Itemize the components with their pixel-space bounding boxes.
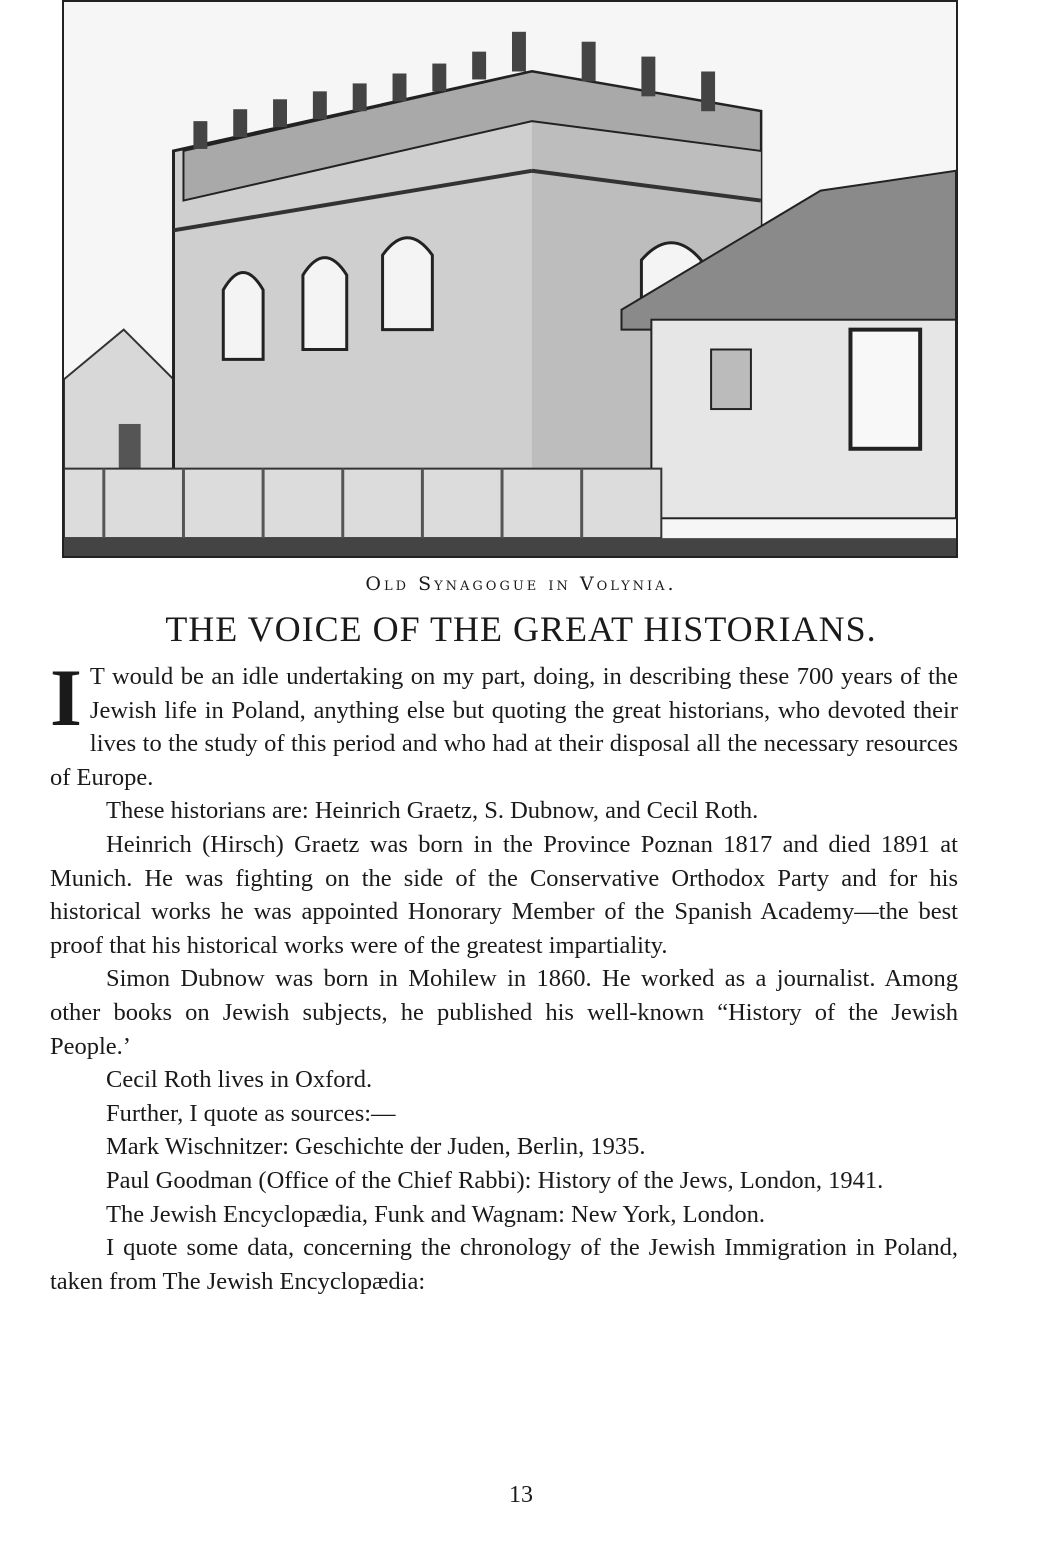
paragraph-sources-intro: Further, I quote as sources:—	[106, 1099, 396, 1127]
source-wischnitzer: Mark Wischnitzer: Geschichte der Juden, Berlin, 1935.	[106, 1133, 646, 1161]
paragraph-roth: Cecil Roth lives in Oxford.	[106, 1066, 373, 1094]
page-number: 13	[509, 1482, 533, 1508]
paragraph-dubnow: Simon Dubnow was born in Mohilew in 1860. He worked as a journalist. Among other books on Jewish subjects, he published his well-known “History of the Jewish People.’	[50, 965, 958, 1060]
source-encyclopaedia: The Jewish Encyclopædia, Funk and Wagnam: New York, London.	[106, 1200, 765, 1228]
paragraph-graetz: Heinrich (Hirsch) Graetz was born in the Province Poznan 1817 and died 1891 at Munich. He was fighting on the side of the Conservative Orthodox Party and for his historical works he was appointed Honorary Member of the Spanish Academy—the best proof that his historical works were of the greatest impartiality.	[50, 830, 958, 959]
drop-cap: I	[50, 652, 82, 743]
paragraph-historians: These historians are: Heinrich Graetz, S. Dubnow, and Cecil Roth.	[106, 797, 759, 825]
source-goodman: Paul Goodman (Office of the Chief Rabbi): History of the Jews, London, 1941.	[106, 1166, 884, 1194]
paragraph-chronology: I quote some data, concerning the chronology of the Jewish Immigration in Poland, taken from The Jewish Encyclopædia:	[50, 1234, 958, 1295]
paragraph-intro	[50, 652, 958, 794]
synagogue-photo	[62, 0, 958, 558]
synagogue-illustration	[64, 2, 956, 556]
paragraph-intro-text: T would be an idle undertaking on my part, doing, in describing these 700 years of the Jewish life in Poland, anything else but quoting the great historians, who devoted their lives to the study of this period and who had at their disposal all the necessary resources of Europe.	[50, 663, 958, 791]
article-body	[50, 652, 958, 1298]
figure-caption: Old Synagogue in Volynia.	[365, 573, 677, 595]
chapter-heading: THE VOICE OF THE GREAT HISTORIANS.	[165, 609, 877, 649]
